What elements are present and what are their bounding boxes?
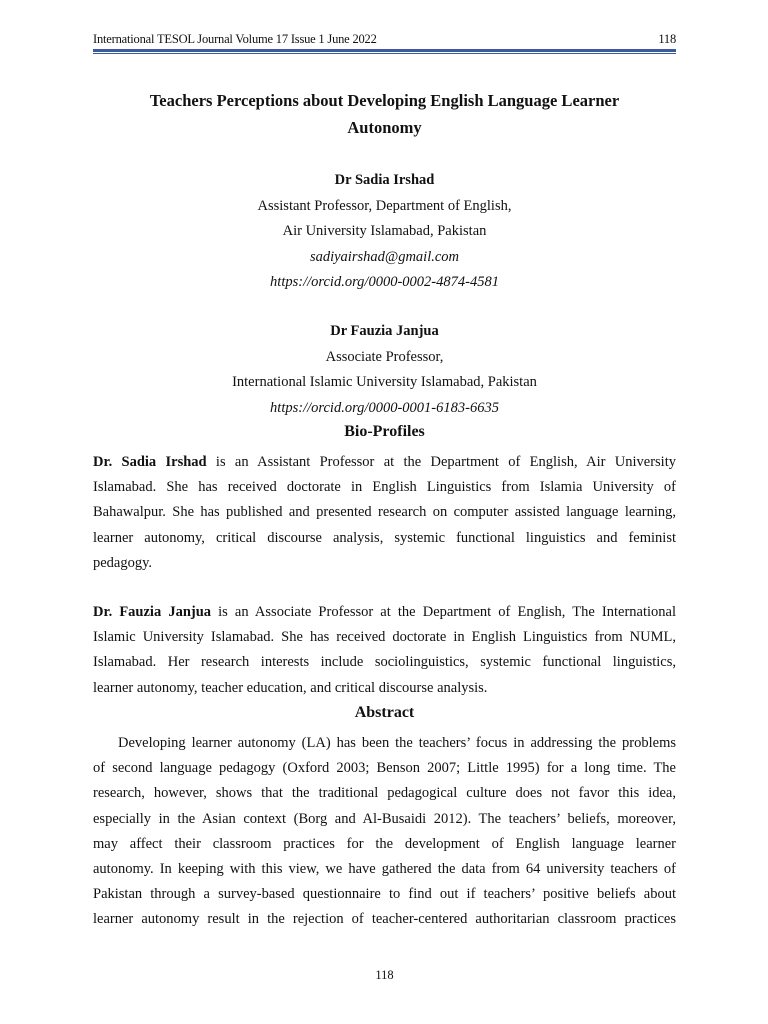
- author-name: Dr Fauzia Janjua: [330, 323, 439, 339]
- abstract-heading: Abstract: [354, 704, 415, 721]
- bio-profiles-heading: Bio-Profiles: [344, 423, 425, 440]
- abstract-paragraph: [93, 731, 676, 933]
- bio-name: Dr. Fauzia Janjua: [93, 604, 212, 620]
- paragraph-line: especially in the Asian context (Borg and Al-Busaidi 2012). The teachers’ beliefs, moreover,: [93, 810, 676, 827]
- paragraph-line: [93, 600, 676, 625]
- paragraph-line: Bahawalpur. She has published and presented research on computer assisted language learning,: [93, 504, 676, 521]
- paper-title: [93, 87, 676, 141]
- author-affiliation: International Islamic University Islamabad, Pakistan: [232, 374, 537, 390]
- bio-paragraph-2: [93, 600, 676, 701]
- header-rule-thick: [93, 49, 676, 52]
- paragraph-line: autonomy. In keeping with this view, we have gathered the data from 64 university teachers of: [93, 860, 676, 877]
- header-page-number: 118: [658, 32, 676, 46]
- author-block-2: [93, 319, 676, 421]
- paper-title-line: Autonomy: [347, 118, 422, 137]
- paper-title-line: Teachers Perceptions about Developing English Language Learner: [149, 91, 620, 110]
- journal-title: International TESOL Journal Volume 17 Issue 1 June 2022: [93, 32, 377, 46]
- footer-page-number: 118: [375, 968, 394, 982]
- author-position: Associate Professor,: [325, 348, 444, 365]
- paragraph-line: learner autonomy result in the rejection of teacher-centered authoritarian classroom practices: [93, 911, 676, 928]
- paragraph-line: [93, 450, 676, 475]
- bio-text: is an Associate Professor at the Department of English, The International: [211, 604, 676, 620]
- paragraph-line: may affect their classroom practices for the development of English language learner: [93, 835, 676, 852]
- author-position: Assistant Professor, Department of English,: [257, 197, 512, 214]
- header-rule-thin: [93, 53, 676, 54]
- author-orcid-link[interactable]: https://orcid.org/0000-0001-6183-6635: [270, 399, 499, 416]
- paragraph-line: of second language pedagogy (Oxford 2003; Benson 2007; Little 1995) for a long time. The: [93, 760, 676, 777]
- bio-paragraph-1: [93, 450, 676, 576]
- paragraph-line: Islamabad. She has received doctorate in English Linguistics from Islamia University of: [93, 479, 676, 496]
- paragraph-line: pedagogy.: [93, 554, 153, 571]
- paragraph-line: learner autonomy, teacher education, and critical discourse analysis.: [93, 679, 488, 696]
- author-affiliation: Air University Islamabad, Pakistan: [282, 223, 487, 239]
- paragraph-line: Pakistan through a survey-based questionnaire to find out if teachers’ positive beliefs about: [93, 886, 676, 903]
- author-orcid-link[interactable]: https://orcid.org/0000-0002-4874-4581: [270, 274, 499, 290]
- paragraph-line: Developing learner autonomy (LA) has been the teachers’ focus in addressing the problems: [118, 735, 676, 751]
- author-name: Dr Sadia Irshad: [334, 172, 435, 188]
- author-block-1: [93, 168, 676, 296]
- paragraph-line: Islamic University Islamabad. She has received doctorate in English Linguistics from NUML,: [93, 629, 676, 646]
- bio-text: is an Assistant Professor at the Department of English, Air University: [206, 454, 676, 470]
- author-email[interactable]: sadiyairshad@gmail.com: [309, 248, 460, 265]
- bio-name: Dr. Sadia Irshad: [93, 454, 207, 470]
- paragraph-line: learner autonomy, critical discourse analysis, systemic functional linguistics and feminist: [93, 529, 676, 546]
- paragraph-line: Islamabad. Her research interests include sociolinguistics, systemic functional linguistics,: [93, 654, 676, 671]
- paragraph-line: research, however, shows that the traditional pedagogical culture does not favor this idea,: [93, 785, 676, 802]
- running-header: [93, 30, 676, 50]
